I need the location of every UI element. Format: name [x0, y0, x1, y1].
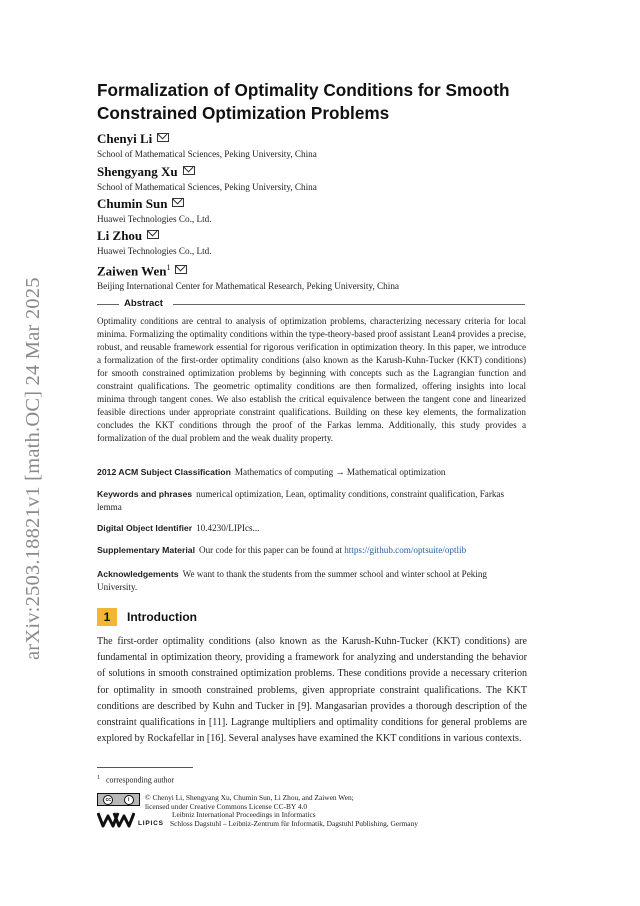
- supp-key: Supplementary Material: [97, 545, 196, 555]
- ack-value: We want to thank the students from the summer school and winter school at Peking University.: [97, 569, 487, 592]
- paper-title: [97, 79, 527, 125]
- author-name: Chumin Sun: [97, 196, 212, 211]
- doi: [97, 522, 526, 535]
- lipics-logo-icon: [97, 811, 135, 828]
- doi-value: 10.4230/LIPIcs...: [196, 523, 260, 533]
- section-heading: [97, 608, 197, 626]
- doi-key: Digital Object Identifier: [97, 523, 193, 533]
- code-link[interactable]: https://github.com/optsuite/optlib: [344, 545, 467, 555]
- abstract-text: Optimality conditions are central to analysis of optimization problems, characterizing necessary criteria for local minima. Formalizing the optimality conditions within the type-theory-based proof assistant Lean4 provides a precise, robust, and reusable framework essential for rigorous verification in optimization theory. In this paper, we introduce a formalization of the first-order optimality conditions (also known as the Karush-Kuhn-Tucker (KKT) conditions) for smooth constrained optimization problems by beginning with concepts such as the Lagrangian function and constraint qualifications. The geometric optimality conditions are then formalized, offering insights into local minima through tangent cones. We also establish the critical equivalence between the tangent cone and linearized feasible directions under appropriate constraint qualifications. Building on these key elements, the formalization concludes the KKT conditions through the proof of the Farkas lemma. Additionally, this study provides a formalization of the dual problem and the weak duality property.: [97, 316, 526, 443]
- abstract-heading: [97, 298, 525, 310]
- copyright-line: © Chenyi Li, Shengyang Xu, Chumin Sun, Li Zhou, and Zaiwen Wen;: [145, 793, 354, 802]
- acm-value: Mathematics of computing → Mathematical optimization: [234, 467, 446, 477]
- lipics-series-line: Leibniz International Proceedings in Informatics: [172, 810, 316, 819]
- lipics-publisher-line: Schloss Dagstuhl – Leibniz-Zentrum für Informatik, Dagstuhl Publishing, Germany: [170, 819, 418, 829]
- author-block: [97, 196, 212, 225]
- acknowledgements: [97, 568, 526, 593]
- email-icon[interactable]: [183, 166, 195, 175]
- title-line-2: Constrained Optimization Problems: [97, 103, 390, 123]
- author-affiliation: Huawei Technologies Co., Ltd.: [97, 246, 212, 256]
- email-icon[interactable]: [175, 265, 187, 274]
- acm-key: 2012 ACM Subject Classification: [97, 467, 231, 477]
- acm-classification: [97, 466, 526, 479]
- introduction-text: The first-order optimality conditions (also known as the Karush-Kuhn-Tucker (KKT) conditions) are fundamental in optimization theory, providing a framework for analyzing and understanding the behavior of solutions in smooth constrained optimization problems. These conditions provide a necessary criterion for optimality in smooth constrained problems, given appropriate constraint qualifications. The KKT conditions are described by Kuhn and Tucker in [9]. Mangasarian provides a thorough description of the constraint qualifications in [11]. Lagrange multipliers and optimality conditions for general problems are explored by Rockafellar in [16]. Several analyses have examined the KKT conditions in various contexts.: [97, 636, 527, 745]
- footnote-marker[interactable]: 1: [166, 263, 171, 272]
- author-block: [97, 228, 212, 257]
- abstract-rule-right: [173, 304, 525, 305]
- license-line: licensed under Creative Commons License CC-BY 4.0: [145, 802, 308, 812]
- abstract-rule-left: [97, 304, 119, 305]
- email-icon[interactable]: [147, 230, 159, 239]
- email-icon[interactable]: [157, 133, 169, 142]
- author-affiliation: School of Mathematical Sciences, Peking University, China: [97, 182, 317, 192]
- attribution-icon: i: [124, 795, 134, 805]
- lipics-info: [172, 810, 418, 829]
- author-block: [97, 164, 317, 193]
- ack-key: Acknowledgements: [97, 569, 179, 579]
- author-affiliation: Beijing International Center for Mathematical Research, Peking University, China: [97, 281, 399, 292]
- section-number: 1: [97, 608, 117, 626]
- keywords-value: numerical optimization, Lean, optimality conditions, constraint qualification, Farkas lemma: [97, 489, 505, 512]
- author-name: Shengyang Xu: [97, 164, 317, 179]
- abstract-label: Abstract: [124, 298, 163, 309]
- section-title: Introduction: [127, 610, 197, 624]
- cc-by-license-icon[interactable]: [97, 793, 140, 806]
- author-name: Chenyi Li: [97, 131, 317, 146]
- lipics-wordmark: LIPICS: [138, 820, 164, 827]
- footnote-mark: 1: [97, 775, 100, 781]
- supplementary-material: [97, 544, 526, 557]
- supp-value: Our code for this paper can be found at: [199, 545, 342, 555]
- license-text: [145, 793, 354, 812]
- author-block: [97, 260, 399, 292]
- footnote: [97, 773, 174, 786]
- author-affiliation: School of Mathematical Sciences, Peking University, China: [97, 149, 317, 159]
- arxiv-identifier-stamp: arXiv:2503.18821v1 [math.OC] 24 Mar 2025: [22, 277, 44, 660]
- author-name: Li Zhou: [97, 228, 212, 243]
- keywords: [97, 488, 526, 513]
- keywords-key: Keywords and phrases: [97, 489, 193, 499]
- author-block: [97, 131, 317, 160]
- creative-commons-icon: cc: [103, 795, 113, 805]
- author-name: Zaiwen Wen$^1$: [97, 260, 399, 278]
- footnote-rule: [97, 767, 193, 768]
- author-affiliation: Huawei Technologies Co., Ltd.: [97, 214, 212, 224]
- footnote-text: corresponding author: [106, 775, 175, 785]
- email-icon[interactable]: [172, 198, 184, 207]
- title-line-1: Formalization of Optimality Conditions for Smooth: [97, 80, 510, 100]
